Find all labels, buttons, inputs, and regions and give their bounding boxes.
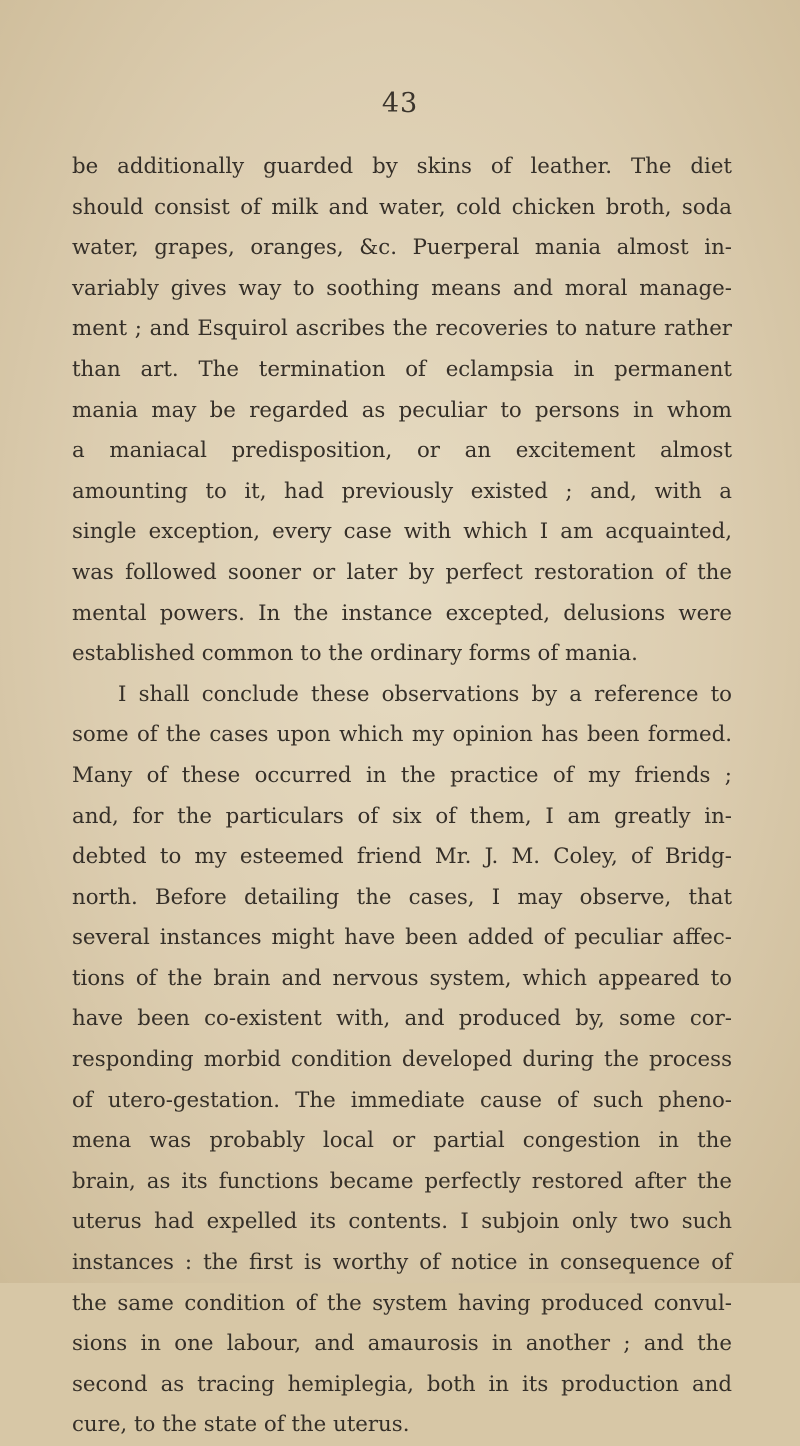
text-line: several instances might have been added of peculiar affec- xyxy=(72,925,732,951)
text-line: some of the cases upon which my opinion has been formed. xyxy=(72,722,732,748)
text-line: of utero-gestation. The immediate cause of such pheno- xyxy=(72,1087,732,1113)
text-line: single exception, every case with which I am acquainted, xyxy=(72,519,732,545)
text-line: ment ; and Esquirol ascribes the recoveries to nature rather xyxy=(72,316,732,342)
text-line: uterus had expelled its contents. I subjoin only two such xyxy=(72,1209,732,1235)
text-line: was followed sooner or later by perfect restoration of the xyxy=(72,559,732,585)
text-line: be additionally guarded by skins of leather. The diet xyxy=(72,154,732,179)
text-line: tions of the brain and nervous system, which appeared to xyxy=(72,965,732,991)
text-line: than art. The termination of eclampsia in permanent xyxy=(72,356,732,382)
text-line: responding morbid condition developed during the process xyxy=(72,1047,732,1073)
text-line: mania may be regarded as peculiar to persons in whom xyxy=(72,397,732,423)
text-line: have been co-existent with, and produced by, some cor- xyxy=(72,1006,732,1032)
page-number: 43 xyxy=(381,88,419,119)
text-line: brain, as its functions became perfectly restored after the xyxy=(72,1168,732,1194)
text-line: should consist of milk and water, cold chicken broth, soda xyxy=(72,194,732,220)
text-line: variably gives way to soothing means and moral manage- xyxy=(72,275,732,301)
body-text xyxy=(72,147,732,1446)
text-line: established common to the ordinary forms of mania. xyxy=(72,641,638,667)
text-line: Many of these occurred in the practice of my friends ; xyxy=(72,762,732,788)
text-line: water, grapes, oranges, &c. Puerperal mania almost in- xyxy=(72,235,732,261)
text-line: mental powers. In the instance excepted, delusions were xyxy=(72,600,732,626)
text-line: north. Before detailing the cases, I may observe, that xyxy=(72,884,732,910)
text-line: a maniacal predisposition, or an excitement almost xyxy=(72,438,732,464)
text-line: cure, to the state of the uterus. xyxy=(72,1412,410,1438)
text-line: the same condition of the system having produced convul- xyxy=(72,1290,732,1316)
text-line: amounting to it, had previously existed ; and, with a xyxy=(72,478,732,504)
text-line: and, for the particulars of six of them, I am greatly in- xyxy=(72,803,732,829)
text-line: instances : the first is worthy of notice in consequence of xyxy=(72,1250,732,1276)
text-line: debted to my esteemed friend Mr. J. M. Coley, of Bridg- xyxy=(72,844,732,870)
text-line: sions in one labour, and amaurosis in another ; and the xyxy=(72,1331,732,1357)
text-line: I shall conclude these observations by a reference to xyxy=(118,681,732,707)
text-line: mena was probably local or partial congestion in the xyxy=(72,1128,732,1154)
text-line: second as tracing hemiplegia, both in its production and xyxy=(72,1371,732,1397)
